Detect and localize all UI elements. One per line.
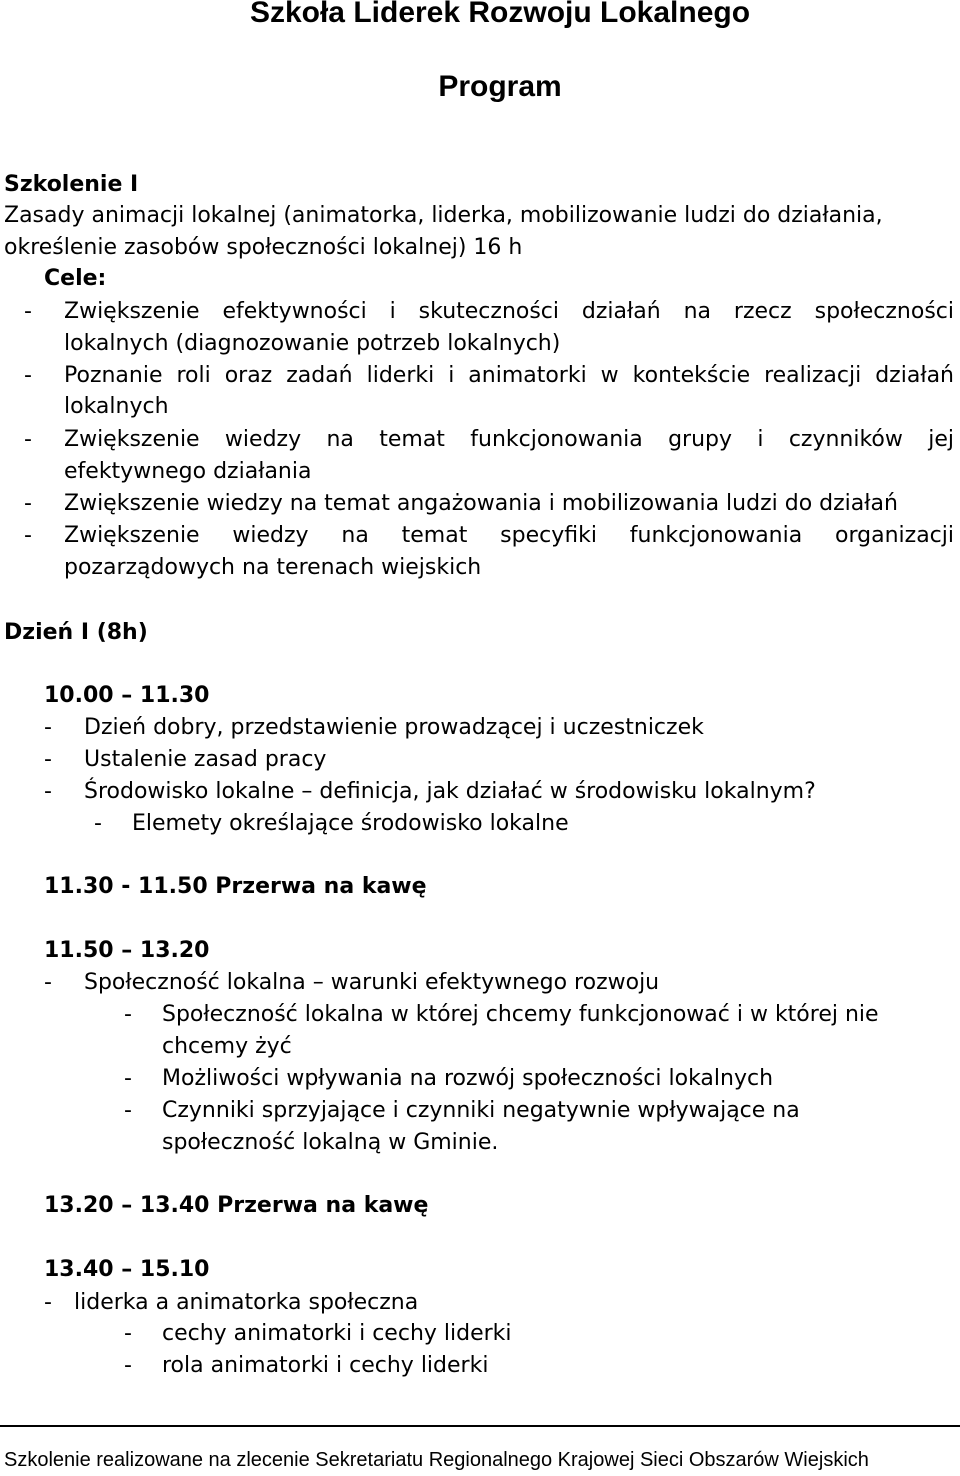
goal-line-2: lokalnych — [64, 394, 169, 419]
schedule-subitem-line-1: Społeczność lokalna w której chcemy funkcjonować i w której nie — [162, 1002, 879, 1027]
coffee-break-1: 11.30 - 11.50 Przerwa na kawę — [44, 874, 427, 899]
training-name: Szkolenie I — [4, 172, 139, 197]
bullet-dash: - — [44, 779, 52, 804]
bullet-dash: - — [94, 811, 102, 836]
goal-line-1: Zwiększenie wiedzy na temat specyfiki funkcjonowania organizacji — [64, 523, 954, 548]
bullet-dash: - — [24, 491, 32, 516]
time-slot-1: 10.00 – 11.30 — [44, 683, 210, 708]
bullet-dash: - — [124, 1066, 132, 1091]
bullet-dash: - — [124, 1321, 132, 1346]
goal-line-1: Zwiększenie wiedzy na temat funkcjonowania grupy i czynników jej — [64, 427, 954, 452]
day-label: Dzień I (8h) — [4, 620, 148, 645]
bullet-dash: - — [124, 1353, 132, 1378]
schedule-item: Dzień dobry, przedstawienie prowadzącej i uczestniczek — [84, 715, 704, 740]
goals-label: Cele: — [44, 266, 107, 291]
training-description-line-1: Zasady animacji lokalnej (animatorka, liderka, mobilizowanie ludzi do działania, — [4, 203, 883, 228]
bullet-dash: - — [24, 299, 32, 324]
bullet-dash: - — [44, 970, 52, 995]
training-description-line-2: określenie zasobów społeczności lokalnej) 16 h — [4, 235, 523, 260]
schedule-item: Środowisko lokalne – definicja, jak działać w środowisku lokalnym? — [84, 779, 816, 804]
bullet-dash: - — [44, 1290, 52, 1315]
goal-line-1: Zwiększenie efektywności i skuteczności działań na rzecz społeczności — [64, 299, 954, 324]
goal-line-1: Zwiększenie wiedzy na temat angażowania i mobilizowania ludzi do działań — [64, 491, 898, 516]
bullet-dash: - — [24, 363, 32, 388]
goal-line-2: lokalnych (diagnozowanie potrzeb lokalnych) — [64, 331, 561, 356]
goal-line-1: Poznanie roli oraz zadań liderki i animatorki w kontekście realizacji działań — [64, 363, 954, 388]
schedule-subitem-line-1: Możliwości wpływania na rozwój społeczności lokalnych — [162, 1066, 774, 1091]
schedule-subitem-line-1: Czynniki sprzyjające i czynniki negatywnie wpływające na — [162, 1098, 800, 1123]
schedule-item: Ustalenie zasad pracy — [84, 747, 327, 772]
schedule-subitem-line-2: chcemy żyć — [162, 1034, 292, 1059]
footer-divider — [0, 1425, 960, 1427]
schedule-subitem: Elemety określające środowisko lokalne — [132, 811, 569, 836]
schedule-item: Społeczność lokalna – warunki efektywnego rozwoju — [84, 970, 660, 995]
footer-text: Szkolenie realizowane na zlecenie Sekretariatu Regionalnego Krajowej Sieci Obszarów Wiejskich — [4, 1449, 869, 1471]
time-slot-3: 13.40 – 15.10 — [44, 1257, 210, 1282]
schedule-subitem: rola animatorki i cechy liderki — [162, 1353, 489, 1378]
document-subtitle: Program — [438, 70, 562, 103]
bullet-dash: - — [124, 1002, 132, 1027]
bullet-dash: - — [44, 715, 52, 740]
document-title: Szkoła Liderek Rozwoju Lokalnego — [249, 0, 751, 29]
bullet-dash: - — [44, 747, 52, 772]
bullet-dash: - — [124, 1098, 132, 1123]
bullet-dash: - — [24, 427, 32, 452]
goal-line-2: pozarządowych na terenach wiejskich — [64, 555, 482, 580]
schedule-item: liderka a animatorka społeczna — [74, 1290, 419, 1315]
schedule-subitem-line-2: społeczność lokalną w Gminie. — [162, 1130, 499, 1155]
coffee-break-2: 13.20 – 13.40 Przerwa na kawę — [44, 1193, 429, 1218]
time-slot-2: 11.50 – 13.20 — [44, 938, 210, 963]
bullet-dash: - — [24, 523, 32, 548]
goal-line-2: efektywnego działania — [64, 459, 312, 484]
schedule-subitem: cechy animatorki i cechy liderki — [162, 1321, 512, 1346]
